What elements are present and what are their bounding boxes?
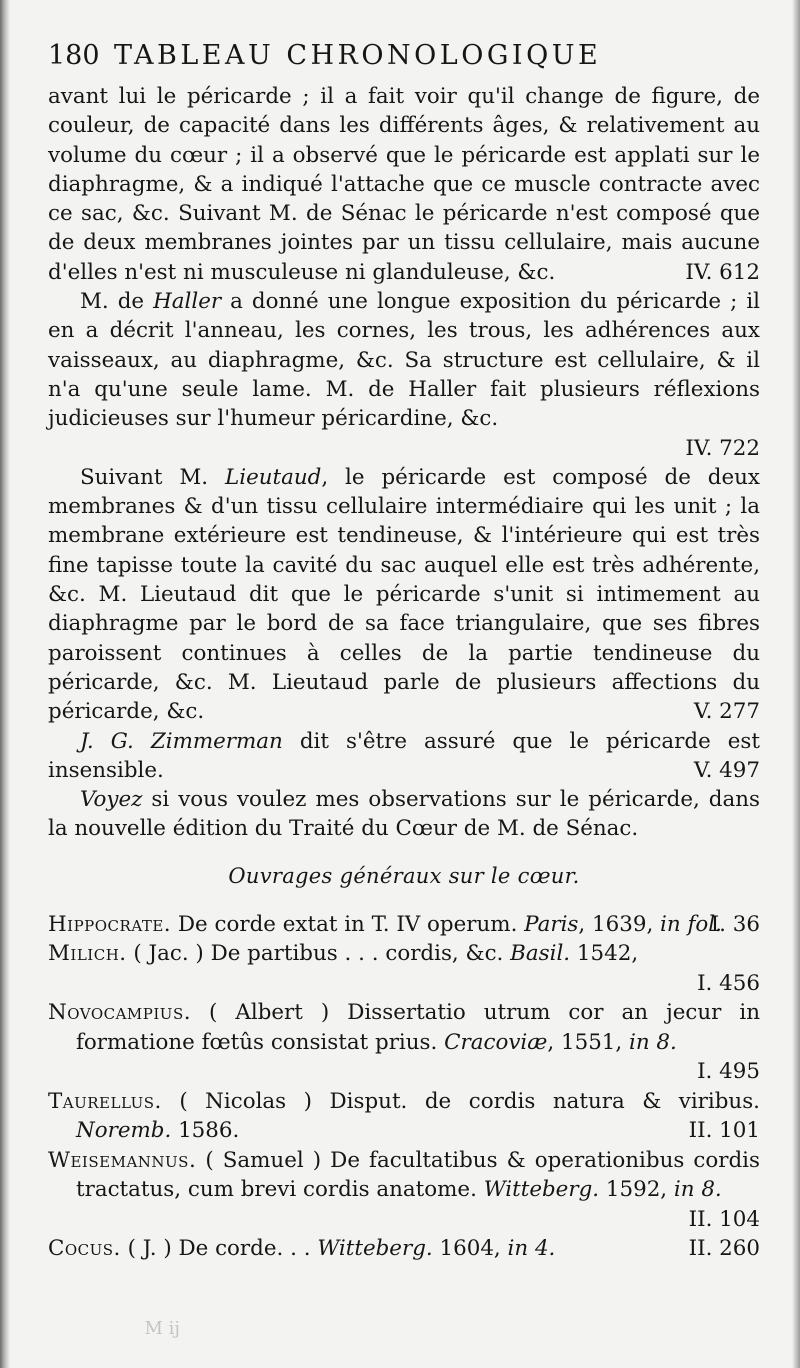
- volume-reference: IV. 612: [685, 259, 760, 285]
- entry-details: 1592,: [599, 1177, 674, 1203]
- entry-author: Hippocrate.: [48, 911, 172, 937]
- bibliography-entry: [48, 998, 760, 1087]
- entry-place: Basil.: [510, 941, 571, 967]
- bibliography-entry: [48, 910, 760, 940]
- paragraph-text: dit s'être assuré que le péricarde est insensible.: [48, 728, 760, 783]
- entry-place: Noremb.: [76, 1118, 172, 1144]
- bibliography-entry: [48, 1087, 760, 1146]
- volume-reference: V. 497: [693, 757, 760, 783]
- entry-title: ( Samuel ) De facultatibus & operationibus cordis tractatus, cum brevi cordis anatome.: [76, 1147, 760, 1203]
- entry-place: Paris: [524, 911, 579, 937]
- entry-author: Milich.: [48, 941, 127, 967]
- running-title: TABLEAU CHRONOLOGIQUE: [114, 40, 602, 71]
- bibliography-entry: [48, 939, 760, 998]
- entry-details: 1586.: [171, 1118, 240, 1144]
- volume-reference: IV. 722: [685, 435, 760, 461]
- volume-reference: II. 260: [688, 1236, 760, 1262]
- paragraph-text: a donné une longue exposition du péricarde ; il en a décrit l'anneau, les cornes, les trous, les adhérences aux vaisseaux, au diaphragme, &c. Sa structure est cellulaire, & il n'a qu'une seule lame. M. de Haller fait plusieurs réflexions judicieuses sur l'humeur péricardine, &c.: [48, 289, 760, 432]
- entry-format: in 4.: [507, 1236, 556, 1262]
- author-name: J. G. Zimmerman: [80, 728, 283, 754]
- author-name: Haller: [153, 289, 222, 315]
- signature-mark: M ij: [144, 1318, 180, 1339]
- author-name: Voyez: [80, 787, 143, 813]
- paragraph-text: si vous voulez mes observations sur le péricarde, dans la nouvelle édition du Traité du Cœur de M. de Sénac.: [48, 787, 760, 842]
- main-text: [48, 82, 760, 844]
- paragraph-zimmerman: [48, 727, 760, 786]
- volume-reference: V. 277: [693, 699, 760, 725]
- entry-title: De corde extat in T. IV operum.: [171, 911, 525, 937]
- volume-reference: I. 36: [710, 911, 760, 937]
- volume-reference: II. 104: [688, 1206, 760, 1232]
- entry-author: Weisemannus.: [48, 1147, 197, 1173]
- paragraph-text: avant lui le péricarde ; il a fait voir qu'il change de figure, de couleur, de capacité dans les différents âges, & relativement au volume du cœur ; il a observé que le péricarde est applati sur le diaphragme, & a indiqué l'attache que ce muscle contracte avec ce sac, &c. Suivant M. de Sénac le péricarde n'est composé que de deux membranes jointes par un tissu cellulaire, mais aucune d'elles n'est ni musculeuse ni glanduleuse, &c.: [48, 84, 760, 285]
- entry-format: in fol.: [660, 911, 722, 937]
- paragraph-lead: M. de: [80, 289, 154, 315]
- entry-details: , 1551,: [547, 1029, 630, 1055]
- page-number: 180: [48, 40, 100, 71]
- volume-reference: I. 456: [697, 970, 760, 996]
- paragraph-lieutaud: [48, 463, 760, 727]
- bibliography-entry: [48, 1234, 760, 1264]
- entry-format: in 8.: [673, 1177, 722, 1203]
- paragraph-voyez: [48, 785, 760, 844]
- paragraph-lead: Suivant M.: [80, 464, 226, 490]
- entry-title: ( Jac. ) De partibus . . . cordis, &c.: [126, 941, 511, 967]
- entry-format: in 8.: [629, 1029, 677, 1055]
- entry-details: 1542,: [570, 941, 639, 967]
- bibliography-list: [48, 910, 760, 1264]
- author-name: Lieutaud: [225, 464, 322, 490]
- entry-title: ( J. ) De corde. . .: [120, 1236, 318, 1262]
- paragraph-senac: [48, 82, 760, 287]
- entry-author: Taurellus.: [48, 1088, 162, 1114]
- entry-author: Cocus.: [48, 1236, 121, 1262]
- volume-reference: I. 495: [697, 1059, 760, 1085]
- paragraph-text: , le péricarde est composé de deux membranes & d'un tissu cellulaire intermédiaire qui les unit ; la membrane extérieure est tendineuse, & l'intérieure qui est très fine tapisse toute la cavité du sac auquel elle est très adhérente, &c. M. Lieutaud dit que le péricarde s'unit si intimement au diaphragme par le bord de sa face triangulaire, que ses fibres paroissent continues à celles de la partie tendineuse du péricarde, &c. M. Lieutaud parle de plusieurs affections du péricarde, &c.: [48, 464, 760, 725]
- entry-place: Cracoviæ: [444, 1029, 548, 1055]
- entry-author: Novocampius.: [48, 1000, 192, 1026]
- entry-title: ( Nicolas ) Disput. de cordis natura & viribus.: [161, 1088, 760, 1114]
- page-header: [48, 40, 760, 82]
- entry-title: ( Albert ) Dissertatio utrum cor an jecur in formatione fœtûs consistat prius.: [76, 1000, 760, 1055]
- entry-place: Witteberg.: [483, 1177, 600, 1203]
- entry-details: , 1639,: [578, 911, 661, 937]
- volume-reference: II. 101: [688, 1118, 760, 1144]
- section-heading: Ouvrages généraux sur le cœur.: [228, 863, 580, 888]
- paragraph-haller: [48, 287, 760, 433]
- entry-place: Witteberg.: [317, 1236, 433, 1262]
- entry-details: 1604,: [432, 1236, 508, 1262]
- bibliography-entry: [48, 1146, 760, 1235]
